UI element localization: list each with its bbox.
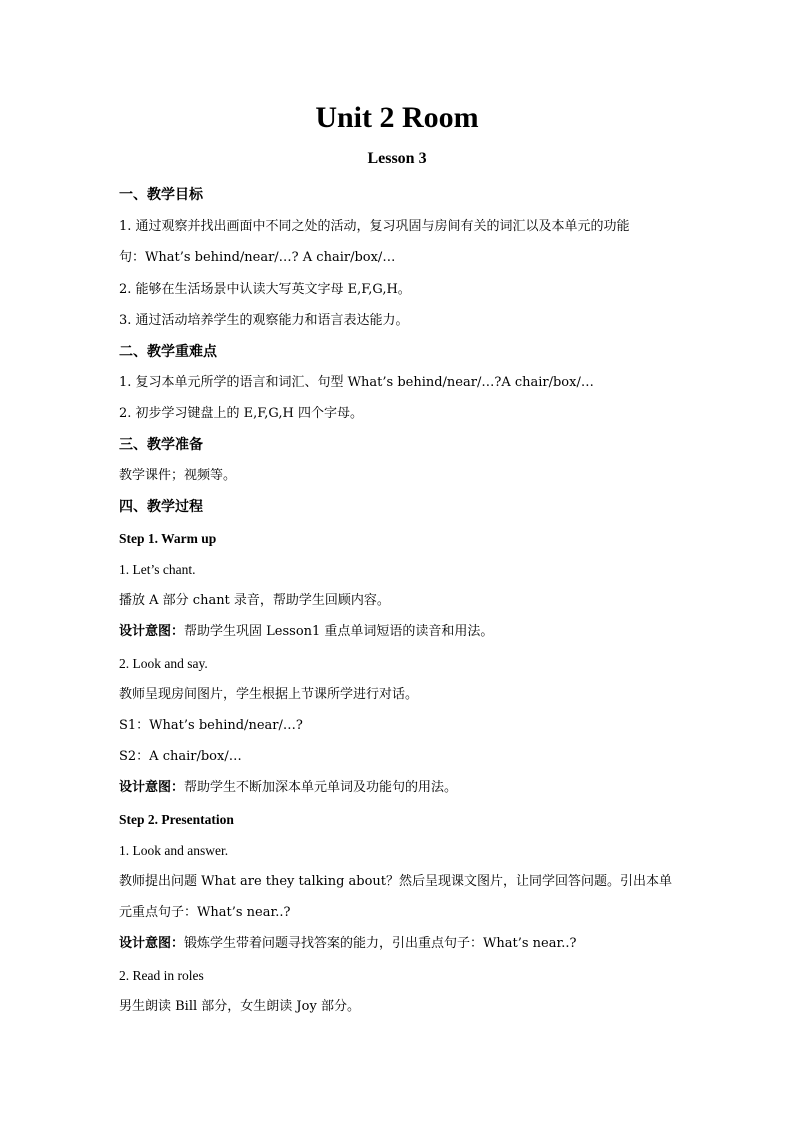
section-heading-preparation: 三、教学准备	[119, 437, 203, 453]
intent-text: 帮助学生不断加深本单元单词及功能句的用法。	[184, 780, 458, 795]
step-1-intent-2	[119, 778, 689, 798]
dialog-s1: S1：What’s behind/near/…?	[119, 718, 303, 733]
step-2-activity-1-title: 1. Look and answer.	[119, 843, 229, 858]
lesson-subtitle: Lesson 3	[367, 150, 427, 167]
intent-label: 设计意图：	[119, 780, 185, 795]
step-2-title: Step 2. Presentation	[119, 812, 234, 827]
section-heading-goals: 一、教学目标	[119, 187, 203, 203]
section-heading-process: 四、教学过程	[119, 499, 203, 515]
key-point-item-2: 2. 初步学习键盘上的 E,F,G,H 四个字母。	[119, 406, 363, 421]
goal-item-1-line-1: 1. 通过观察并找出画面中不同之处的活动，复习巩固与房间有关的词汇以及本单元的功能	[119, 219, 630, 234]
intent-text: 帮助学生巩固 Lesson1 重点单词短语的读音和用法。	[184, 624, 494, 639]
section-heading-key-points: 二、教学重难点	[119, 344, 217, 360]
goal-item-3: 3. 通过活动培养学生的观察能力和语言表达能力。	[119, 313, 409, 328]
step-2-activity-1-line-2: 元重点句子：What’s near..?	[119, 905, 291, 920]
preparation-text: 教学课件；视频等。	[119, 468, 237, 483]
step-2-intent-1	[119, 934, 689, 954]
intent-label: 设计意图：	[119, 624, 185, 639]
document-title: Unit 2 Room	[315, 101, 479, 134]
goal-item-2: 2. 能够在生活场景中认读大写英文字母 E,F,G,H。	[119, 282, 411, 297]
step-1-intent-1	[119, 622, 689, 642]
step-2-activity-2-text: 男生朗读 Bill 部分，女生朗读 Joy 部分。	[119, 999, 360, 1014]
goal-item-1-line-2: 句：What’s behind/near/…? A chair/box/…	[119, 250, 396, 265]
key-point-item-1: 1. 复习本单元所学的语言和词汇、句型 What’s behind/near/…?A chair/box/…	[119, 375, 594, 390]
intent-label: 设计意图：	[119, 936, 185, 951]
step-1-activity-1-title: 1. Let’s chant.	[119, 562, 196, 577]
step-2-activity-1-line-1: 教师提出问题 What are they talking about？然后呈现课文图片，让同学回答问题。引出本单	[119, 874, 673, 889]
step-1-title: Step 1. Warm up	[119, 531, 217, 546]
intent-text: 锻炼学生带着问题寻找答案的能力，引出重点句子：What’s near..?	[184, 936, 577, 951]
step-1-activity-2-text: 教师呈现房间图片，学生根据上节课所学进行对话。	[119, 687, 419, 702]
step-2-activity-2-title: 2. Read in roles	[119, 968, 204, 983]
step-1-activity-2-title: 2. Look and say.	[119, 656, 208, 671]
dialog-s2: S2：A chair/box/…	[119, 749, 242, 764]
step-1-activity-1-text: 播放 A 部分 chant 录音，帮助学生回顾内容。	[119, 593, 390, 608]
